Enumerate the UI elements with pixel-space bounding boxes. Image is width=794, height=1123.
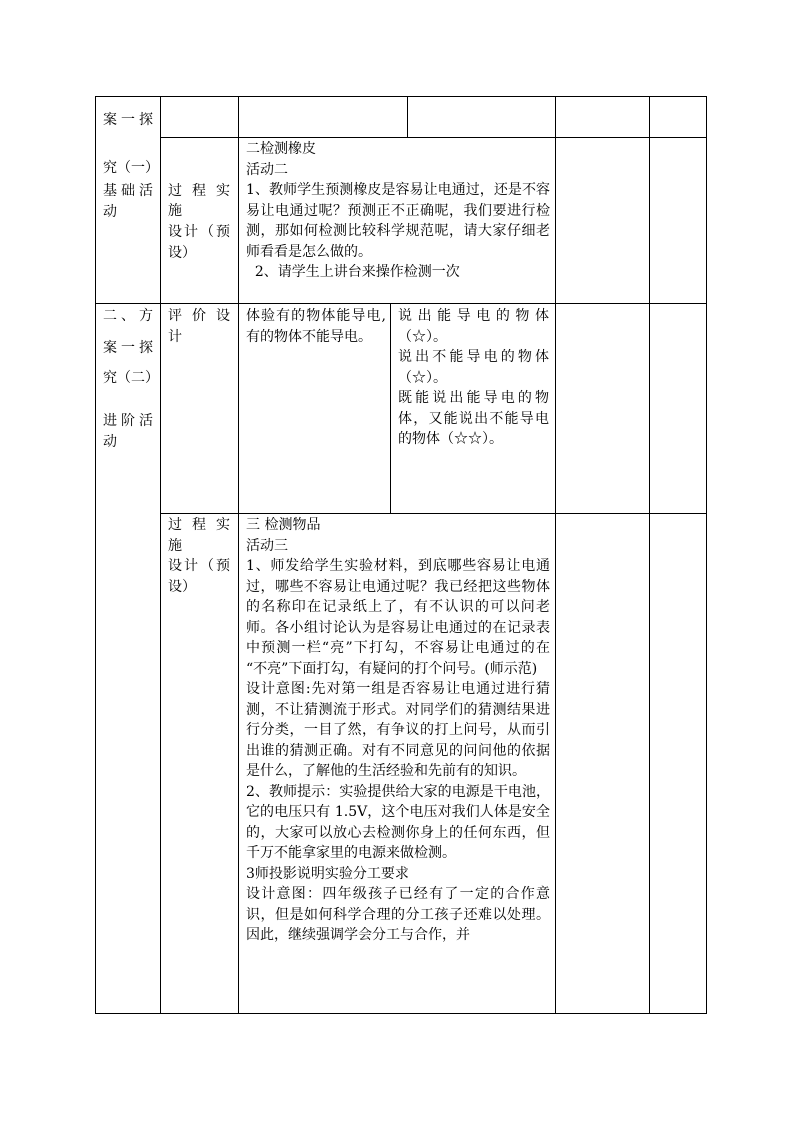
- design-intent-2: 设计意图：四年级孩子已经有了一定的合作意识，但是如何科学合理的分工孩子还难以处理。因此，继续强调学会分工与合作，并: [246, 886, 550, 943]
- section-label-line: 动: [103, 204, 117, 220]
- detect-items-step-2: 2、教师提示：实验提供给大家的电源是干电池，它的电压只有 1.5V，这个电压对我们人体是安全的，大家可以放心去检测你身上的任何东西，但千万不能拿家里的电源来做检测。: [246, 783, 550, 861]
- section-label-line: 基础活: [103, 183, 153, 199]
- section-label-line: 二、方: [103, 308, 153, 324]
- row-label-line: 计: [168, 329, 182, 345]
- detect-items-content: [246, 515, 550, 946]
- eval-criterion: 既能说出能导电的物体，又能说出不能导电的物体（☆☆）。: [398, 390, 549, 447]
- column-divider: [390, 303, 391, 514]
- column-divider: [160, 96, 161, 1014]
- design-intent-1: 设计意图:先对第一组是否容易让电通过进行猜测，不让猜测流于形式。对同学们的猜测结果进行分类，一目了然，有争议的打上问号，从而引出谁的猜测正确。对有不同意见的问问他的依据是什么，了解他的生活经验和先前有的知识。: [246, 681, 550, 779]
- row-label-line: 评 价 设: [168, 308, 230, 324]
- row-divider: [160, 513, 706, 514]
- row-label-line: 过 程 实: [168, 183, 230, 199]
- section-label-line: 究（二）: [103, 370, 159, 386]
- detect-items-activity: 活动三: [246, 537, 288, 554]
- detect-rubber-title: 二检测橡皮: [246, 141, 316, 157]
- section-label-line: 进阶活: [103, 413, 153, 429]
- section-label-line: 案一探: [103, 340, 153, 356]
- table-border-bottom: [95, 1013, 706, 1014]
- section-label-line: 究（一）: [103, 160, 159, 176]
- column-divider: [407, 96, 408, 138]
- row-label-line: 设）: [168, 579, 196, 595]
- table-border-right: [706, 96, 707, 1014]
- detect-rubber-content: [246, 139, 550, 283]
- row-divider: [160, 137, 706, 138]
- column-divider: [649, 96, 650, 1014]
- row-label-line: 过 程 实: [168, 517, 230, 533]
- section-label-line: 案一探: [103, 112, 153, 128]
- detect-rubber-step-2: 2、请学生上讲台来操作检测一次: [246, 264, 460, 280]
- row-label-line: 施: [168, 538, 182, 554]
- detect-rubber-step-1: 1、教师学生预测橡皮是容易让电通过，还是不容易让电通过呢？预测正不正确呢，我们要进行检测，那如何检测比较科学规范呢，请大家仔细老师看看是怎么做的。: [246, 182, 550, 260]
- detect-items-title: 三 检测物品: [246, 517, 321, 533]
- row-label-line: 设计（预: [168, 224, 230, 240]
- column-divider: [555, 96, 556, 1014]
- eval-criterion: 说出不能导电的物体（☆）。: [398, 349, 549, 386]
- eval-criteria: [398, 306, 549, 450]
- row-label-line: 施: [168, 203, 182, 219]
- eval-goal: 体验有的物体能导电,有的物体不能导电。: [246, 308, 386, 345]
- section-label-line: 动: [103, 434, 117, 450]
- detect-items-step-1: 1、师发给学生实验材料，到底哪些容易让电通过，哪些不容易让电通过呢？我已经把这些物体的名称印在记录纸上了，有不认识的可以问老师。各小组讨论认为是容易让电通过的在记录表中预测一栏“亮”下打勾，不容易让电通过的在 “不亮”下面打勾，有疑问的打个问号。(师示范): [246, 558, 550, 677]
- table-border-top: [95, 96, 706, 97]
- row-label-line: 设）: [168, 245, 196, 261]
- row-divider: [95, 303, 706, 304]
- table-border-left: [95, 96, 96, 1014]
- column-divider: [238, 96, 239, 1014]
- eval-criterion: 说出能导电的物体（☆）。: [398, 308, 549, 345]
- detect-items-step-3: 3师投影说明实验分工要求: [246, 865, 409, 882]
- row-label-line: 设计（预: [168, 558, 230, 574]
- detect-rubber-activity: 活动二: [246, 161, 288, 178]
